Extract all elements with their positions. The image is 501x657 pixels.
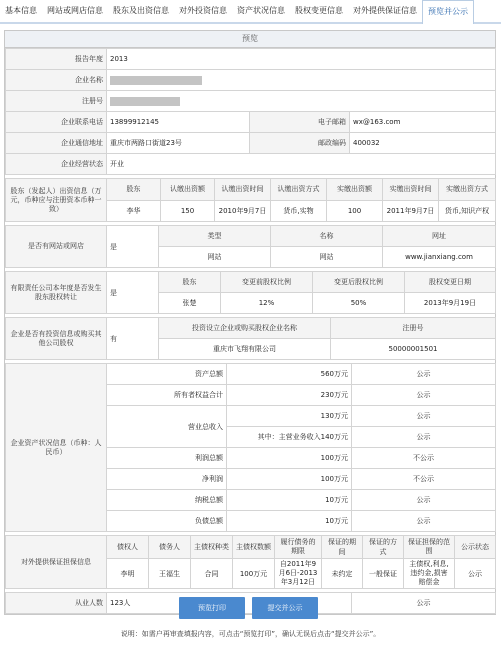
- table-header: 类型: [159, 226, 271, 247]
- status-value: 开业: [107, 154, 496, 175]
- table-cell: 100: [327, 200, 383, 222]
- table-header: 注册号: [331, 318, 496, 339]
- panel-title: 预览: [5, 31, 495, 48]
- table-cell: 货币,实物: [271, 200, 327, 222]
- tab-guarantee-info[interactable]: 对外提供保证信息: [353, 6, 417, 15]
- table-header: 履行债务的期限: [275, 536, 322, 559]
- table-header: 投资设立企业或购买股权企业名称: [159, 318, 331, 339]
- asset-item-publicity: 公示: [352, 364, 496, 385]
- asset-item-value: 130万元: [227, 406, 352, 427]
- action-buttons: [0, 597, 501, 619]
- table-cell: 150: [161, 200, 215, 222]
- asset-item-publicity: 不公示: [352, 469, 496, 490]
- asset-item-value: 10万元: [227, 511, 352, 532]
- tab-investment-info[interactable]: 对外投资信息: [179, 6, 227, 15]
- table-cell: 货币,知识产权: [439, 200, 496, 222]
- asset-item-value: 10万元: [227, 490, 352, 511]
- status-label: 企业经营状态: [6, 154, 107, 175]
- preview-panel: [4, 30, 496, 615]
- preview-print-button[interactable]: 预览打印: [179, 597, 245, 619]
- asset-item-value: 100万元: [227, 469, 352, 490]
- table-cell: 50000001501: [331, 339, 496, 360]
- table-cell: 未约定: [322, 559, 363, 589]
- table-cell: 50%: [313, 293, 405, 314]
- tab-preview-publish[interactable]: 预览并公示: [422, 0, 474, 24]
- assets-table: [5, 363, 496, 532]
- guarantee-table: [5, 535, 496, 589]
- table-cell: 李华: [107, 200, 161, 222]
- asset-item-name: 营业总收入: [107, 406, 227, 448]
- asset-item-publicity: 公示: [352, 490, 496, 511]
- table-header: 主债权种类: [191, 536, 233, 559]
- investment-section-label: 企业是否有投资信息或购买其他公司股权: [6, 318, 107, 360]
- tab-bar: [0, 0, 501, 24]
- email-value: wx@163.com: [350, 112, 496, 133]
- report-year-value: 2013: [107, 49, 496, 70]
- assets-section-label: 企业资产状况信息（币种：人民币）: [6, 364, 107, 532]
- address-label: 企业通信地址: [6, 133, 107, 154]
- reg-number-label: 注册号: [6, 91, 107, 112]
- tab-equity-change-info[interactable]: 股权变更信息: [295, 6, 343, 15]
- table-cell: 2010年9月7日: [215, 200, 271, 222]
- address-value: 重庆市两路口街道23号: [107, 133, 250, 154]
- redacted-mask: [110, 97, 180, 106]
- asset-item-name: 纳税总额: [107, 490, 227, 511]
- guarantee-section-label: 对外提供保证担保信息: [6, 536, 107, 589]
- table-header: 保证的方式: [363, 536, 404, 559]
- asset-item-name: 负债总额: [107, 511, 227, 532]
- asset-item-publicity: 公示: [352, 511, 496, 532]
- submit-publish-button[interactable]: 提交并公示: [252, 597, 318, 619]
- table-header: 实缴出资方式: [439, 179, 496, 201]
- website-table: [5, 225, 496, 268]
- equity-flag-value: 是: [107, 272, 159, 314]
- report-year-label: 报告年度: [6, 49, 107, 70]
- asset-item-publicity: 公示: [352, 406, 496, 427]
- asset-item-name: 所有者权益合计: [107, 385, 227, 406]
- table-header: 认缴出资额: [161, 179, 215, 201]
- shareholder-table: [5, 178, 496, 222]
- asset-item-value: 560万元: [227, 364, 352, 385]
- table-cell: 王福生: [149, 559, 191, 589]
- asset-item-name: 资产总额: [107, 364, 227, 385]
- table-cell: 2011年9月7日: [383, 200, 439, 222]
- redacted-mask: [110, 76, 202, 85]
- table-header: 主债权数额: [233, 536, 275, 559]
- table-header: 公示状态: [455, 536, 496, 559]
- table-header: 实缴出资时间: [383, 179, 439, 201]
- table-cell: 李明: [107, 559, 149, 589]
- table-header: 债务人: [149, 536, 191, 559]
- table-cell: www.jianxiang.com: [383, 247, 496, 268]
- asset-item-publicity: 公示: [352, 427, 496, 448]
- table-header: 认缴出资方式: [271, 179, 327, 201]
- table-header: 认缴出资时间: [215, 179, 271, 201]
- employees-publicity: 公示: [352, 593, 496, 614]
- table-cell: 一般保证: [363, 559, 404, 589]
- asset-item-name: 利润总额: [107, 448, 227, 469]
- asset-item-value: 230万元: [227, 385, 352, 406]
- tab-website-info[interactable]: 网站或网店信息: [47, 6, 103, 15]
- basic-info-table: [5, 48, 496, 175]
- company-name-label: 企业名称: [6, 70, 107, 91]
- table-cell: 合同: [191, 559, 233, 589]
- instruction-note: 说明：如需户再审查填报内容，可点击“预览打印”，确认无误后点击“提交并公示”。: [120, 630, 381, 638]
- zip-label: 邮政编码: [250, 133, 350, 154]
- table-header: 实缴出资额: [327, 179, 383, 201]
- table-cell: 2013年9月19日: [405, 293, 496, 314]
- table-header: 股权变更日期: [405, 272, 496, 293]
- table-header: 股东: [159, 272, 221, 293]
- tab-shareholder-info[interactable]: 股东及出资信息: [113, 6, 169, 15]
- investment-flag-value: 有: [107, 318, 159, 360]
- table-header: 名称: [271, 226, 383, 247]
- website-section-label: 是否有网站或网店: [6, 226, 107, 268]
- phone-value: 13899912145: [107, 112, 250, 133]
- table-row: [6, 364, 496, 385]
- tab-basic-info[interactable]: 基本信息: [5, 6, 37, 15]
- table-header: 保证担保的范围: [404, 536, 455, 559]
- shareholder-section-label: 股东（发起人）出资信息（万元，币种应与注册资本币种一致）: [6, 179, 107, 222]
- table-cell: 100万元: [233, 559, 275, 589]
- table-header: 变更前股权比例: [221, 272, 313, 293]
- table-cell: 自2011年9月6日-2013年3月12日: [275, 559, 322, 589]
- phone-label: 企业联系电话: [6, 112, 107, 133]
- asset-item-publicity: 不公示: [352, 448, 496, 469]
- table-cell: 公示: [455, 559, 496, 589]
- table-header: 保证的期间: [322, 536, 363, 559]
- table-header: 债权人: [107, 536, 149, 559]
- asset-item-name: 净利润: [107, 469, 227, 490]
- table-cell: 重庆市飞翔有限公司: [159, 339, 331, 360]
- table-cell: 主债权,利息,违约金,损害赔偿金: [404, 559, 455, 589]
- table-header: 股东: [107, 179, 161, 201]
- table-header: 变更后股权比例: [313, 272, 405, 293]
- website-flag-value: 是: [107, 226, 159, 268]
- equity-transfer-table: [5, 271, 496, 314]
- table-cell: 网站: [271, 247, 383, 268]
- asset-item-publicity: 公示: [352, 385, 496, 406]
- equity-section-label: 有限责任公司本年度是否发生股东股权转让: [6, 272, 107, 314]
- tab-asset-info[interactable]: 资产状况信息: [237, 6, 285, 15]
- zip-value: 400032: [350, 133, 496, 154]
- asset-item-sub-value: 其中：主营业务收入140万元: [227, 427, 352, 448]
- company-name-value: [107, 70, 496, 91]
- reg-number-value: [107, 91, 496, 112]
- employees-label: 从业人数: [6, 593, 107, 614]
- table-cell: 网站: [159, 247, 271, 268]
- table-cell: 12%: [221, 293, 313, 314]
- table-cell: 张楚: [159, 293, 221, 314]
- investment-table: [5, 317, 496, 360]
- email-label: 电子邮箱: [250, 112, 350, 133]
- employees-value: 123人: [107, 593, 352, 614]
- asset-item-value: 100万元: [227, 448, 352, 469]
- table-header: 网址: [383, 226, 496, 247]
